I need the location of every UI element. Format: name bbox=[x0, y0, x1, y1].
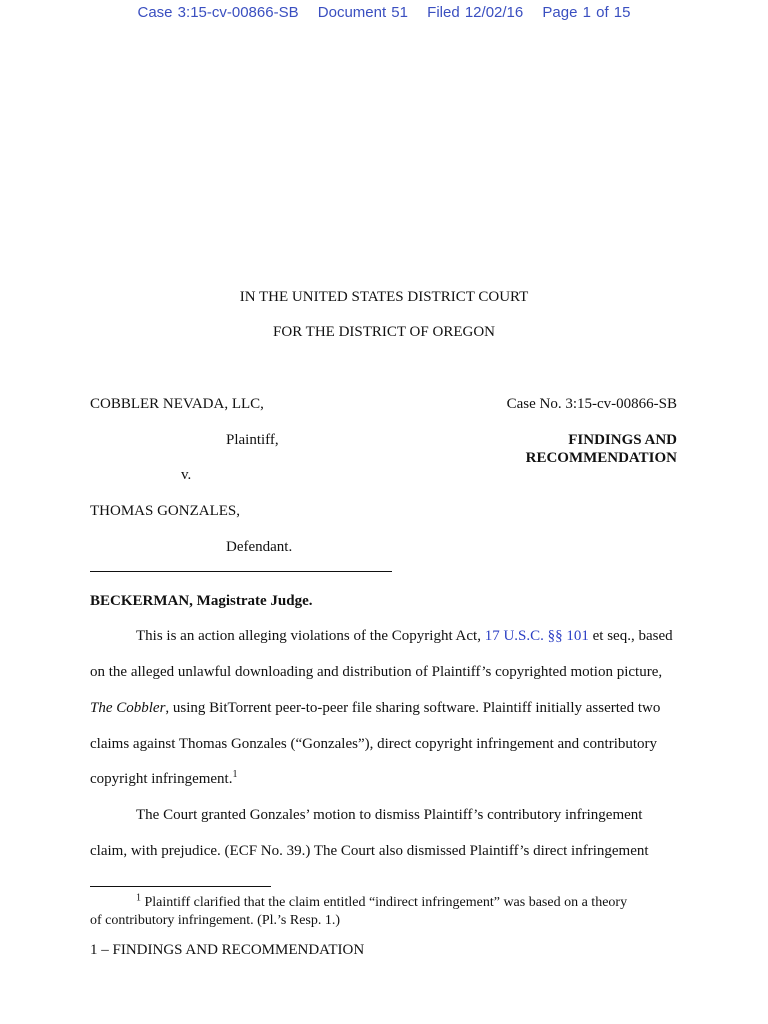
footnote-rule bbox=[90, 886, 271, 887]
body-line: on the alleged unlawful downloading and distribution of Plaintiff’s copyrighted motion picture, bbox=[90, 664, 663, 680]
header-document-number: Document 51 bbox=[317, 4, 408, 21]
court-name-line1: IN THE UNITED STATES DISTRICT COURT bbox=[239, 289, 529, 305]
body-line: claims against Thomas Gonzales (“Gonzales”), direct copyright infringement and contributory bbox=[90, 736, 658, 752]
plaintiff-name: COBBLER NEVADA, LLC, bbox=[90, 396, 264, 412]
page-footer: 1 – FINDINGS AND RECOMMENDATION bbox=[90, 942, 365, 958]
body-line bbox=[90, 771, 237, 788]
document-title-line2: RECOMMENDATION bbox=[525, 450, 677, 466]
defendant-name: THOMAS GONZALES, bbox=[90, 503, 240, 519]
body-line: claim, with prejudice. (ECF No. 39.) The Court also dismissed Plaintiff’s direct infringement bbox=[90, 843, 649, 859]
versus: v. bbox=[181, 467, 192, 483]
ecf-header-stamp bbox=[0, 4, 768, 21]
statute-link[interactable]: 17 U.S.C. §§ 101 bbox=[484, 628, 589, 644]
footnote-text: Plaintiff clarified that the claim entitled “indirect infringement” was based on a theory bbox=[141, 895, 628, 910]
footnote-line2: of contributory infringement. (Pl.’s Resp. 1.) bbox=[90, 913, 341, 928]
plaintiff-label: Plaintiff, bbox=[226, 432, 279, 448]
header-case-number: Case 3:15-cv-00866-SB bbox=[137, 4, 299, 21]
header-filed-date: Filed 12/02/16 bbox=[427, 4, 524, 21]
footnote-line1 bbox=[136, 892, 628, 911]
footnote-reference: 1 bbox=[232, 769, 238, 780]
header-page-count: Page 1 of 15 bbox=[542, 4, 631, 21]
caption-rule bbox=[90, 571, 392, 572]
body-text: , using BitTorrent peer-to-peer file sharing software. Plaintiff initially asserted two bbox=[165, 700, 661, 716]
case-number: Case No. 3:15-cv-00866-SB bbox=[506, 396, 677, 412]
court-name-line2: FOR THE DISTRICT OF OREGON bbox=[273, 324, 495, 340]
body-text: copyright infringement. bbox=[90, 771, 233, 787]
body-line: The Court granted Gonzales’ motion to dismiss Plaintiff’s contributory infringement bbox=[136, 807, 643, 823]
defendant-label: Defendant. bbox=[226, 539, 293, 555]
document-title-line1: FINDINGS AND bbox=[568, 432, 677, 448]
judge-heading: BECKERMAN, Magistrate Judge. bbox=[90, 593, 313, 609]
body-line bbox=[136, 628, 673, 645]
film-title: The Cobbler bbox=[90, 700, 166, 716]
footnote-number: 1 bbox=[136, 892, 141, 904]
body-text: This is an action alleging violations of the Copyright Act, bbox=[136, 628, 485, 644]
body-line bbox=[90, 700, 660, 717]
body-text: et seq., based bbox=[588, 628, 673, 644]
